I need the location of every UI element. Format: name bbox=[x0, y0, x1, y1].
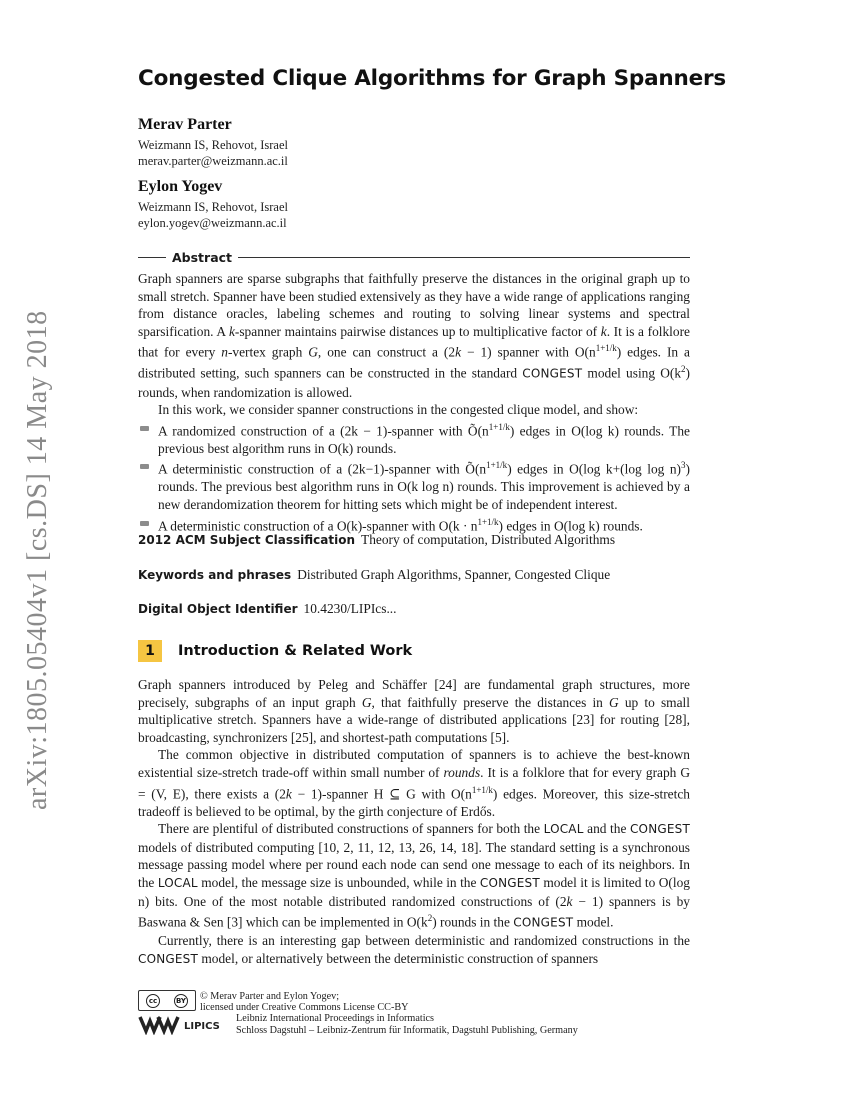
author-name: Eylon Yogev bbox=[138, 178, 223, 195]
author-email[interactable]: merav.parter@weizmann.ac.il bbox=[138, 154, 288, 168]
keywords bbox=[138, 567, 698, 583]
by-icon: BY bbox=[174, 994, 188, 1008]
section-title: Introduction & Related Work bbox=[178, 643, 413, 659]
acm-label: 2012 ACM Subject Classification bbox=[138, 533, 356, 547]
footer-text bbox=[200, 991, 740, 1036]
abstract-heading: Abstract bbox=[172, 249, 233, 265]
cc-icon: cc bbox=[146, 994, 160, 1008]
congest-term: CONGEST bbox=[513, 915, 574, 930]
acm-value: Theory of computation, Distributed Algorithms bbox=[361, 532, 616, 547]
cc-by-badge[interactable] bbox=[138, 990, 196, 1011]
result-list bbox=[138, 419, 690, 535]
bullet-icon bbox=[140, 521, 149, 526]
keywords-label: Keywords and phrases bbox=[138, 568, 292, 582]
arxiv-stamp bbox=[16, 290, 66, 810]
local-term: LOCAL bbox=[543, 822, 584, 837]
author-name: Merav Parter bbox=[138, 116, 232, 133]
author-2 bbox=[138, 178, 638, 231]
doi bbox=[138, 601, 698, 617]
keywords-value: Distributed Graph Algorithms, Spanner, Congested Clique bbox=[297, 567, 611, 582]
congest-term: CONGEST bbox=[522, 366, 583, 381]
list-item: A randomized construction of a (2k − 1)-spanner with $Õ(n^{1+1/k})$ edges in O(log k) rounds. The previous best algorithm runs in O(k) rounds. bbox=[138, 419, 690, 458]
bullet-icon bbox=[140, 464, 149, 469]
body-paragraph: Graph spanners introduced by Peleg and Schäffer [24] are fundamental graph structures, more precisely, subgraphs of an input graph G, that faithfully preserve the distances in G up to small multiplicative stretch. Spanners have a wide-range of distributed applications [23] for routing [28], broadcasting, synchronizers [25], and shortest-path computations [5]. bbox=[138, 677, 690, 745]
body-paragraph: The common objective in distributed computation of spanners is to achieve the best-known existential size-stretch trade-off within small number of rounds. It is a folklore that for every graph G = (V, E), there exists a (2k − 1)-spanner H ⊆ G with $O(n^{1+1/k})$ edges. Moreover, this size-stretch tradeoff is believed to be optimal, by the girth conjecture of Erdős. bbox=[138, 747, 690, 819]
paper-title: Congested Clique Algorithms for Graph Spanners bbox=[138, 66, 726, 91]
list-item: A deterministic construction of a (2k−1)-spanner with $Õ(n^{1+1/k})$ edges in O(log k+(log log n)$^3$) rounds. The previous best algorithm runs in O(k log n) rounds. This improvement is achieved by a new derandomization theorem for hitting sets which might be of independent interest. bbox=[138, 457, 690, 513]
section-heading bbox=[138, 639, 412, 663]
license-line: licensed under Creative Commons License CC-BY bbox=[200, 1002, 409, 1014]
abstract-paragraph: Graph spanners are sparse subgraphs that faithfully preserve the distances in the original graph up to small stretch. Spanner have been studied extensively as they have a wide range of applications ranging from distance oracles, labeling schemes and routing to solving linear systems and spectral sparsification. A k-spanner maintains pairwise distances up to multiplicative factor of k. It is a folklore that for every n-vertex graph G, one can construct a (2k − 1) spanner with $O(n^{1+1/k})$ edges. In a distributed setting, such spanners can be constructed in the standard CONGEST model using $O(k^2)$ rounds, when randomization is allowed. bbox=[138, 271, 690, 400]
doi-value[interactable]: 10.4230/LIPIcs... bbox=[303, 601, 397, 616]
local-term: LOCAL bbox=[157, 876, 198, 890]
author-1 bbox=[138, 116, 638, 169]
author-affiliation: Weizmann IS, Rehovot, Israel bbox=[138, 200, 288, 214]
list-item: A deterministic construction of a O(k)-spanner with $O(k \cdot n^{1+1/k})$ edges in O(log k) rounds. bbox=[138, 514, 690, 535]
abstract-heading-row bbox=[138, 249, 690, 265]
divider bbox=[138, 257, 166, 258]
publisher-line: Schloss Dagstuhl – Leibniz-Zentrum für Informatik, Dagstuhl Publishing, Germany bbox=[236, 1024, 578, 1036]
author-email[interactable]: eylon.yogev@weizmann.ac.il bbox=[138, 216, 287, 230]
author-affiliation: Weizmann IS, Rehovot, Israel bbox=[138, 138, 288, 152]
section-number-badge: 1 bbox=[138, 640, 162, 662]
bullet-icon bbox=[140, 426, 149, 431]
congest-term: CONGEST bbox=[629, 822, 690, 837]
abstract-body bbox=[138, 270, 690, 535]
arxiv-stamp-svg bbox=[16, 290, 66, 810]
section-body bbox=[138, 676, 690, 968]
doi-label: Digital Object Identifier bbox=[138, 602, 298, 616]
abstract-paragraph: In this work, we consider spanner constructions in the congested clique model, and show: bbox=[158, 402, 639, 418]
copyright-line: © Merav Parter and Eylon Yogev; bbox=[200, 991, 340, 1002]
license-footer bbox=[138, 990, 738, 1038]
arxiv-stamp-text: arXiv:1805.05404v1 [cs.DS] 14 May 2018 bbox=[22, 310, 53, 810]
body-paragraph: There are plentiful of distributed constructions of spanners for both the LOCAL and the CONGEST models of distributed computing [10, 2, 11, 12, 13, 26, 14, 18]. The standard setting is a synchronous message passing model where per round each node can send one message to each of its neighbors. In the LOCAL model, the message size is unbounded, while in the CONGEST model it is limited to O(log n) bits. One of the most notable distributed randomized constructions of (2k − 1) spanners is by Baswana & Sen [3] which can be implemented in $O(k^2)$ rounds in the CONGEST model. bbox=[138, 821, 691, 930]
proceedings-line: Leibniz International Proceedings in Informatics bbox=[236, 1013, 435, 1025]
body-paragraph: Currently, there is an interesting gap between deterministic and randomized constructions in the CONGEST model, or alternatively between the deterministic construction of spanners bbox=[138, 933, 690, 966]
divider bbox=[238, 257, 690, 258]
congest-term: CONGEST bbox=[479, 876, 540, 890]
congest-term: CONGEST bbox=[138, 951, 199, 966]
lipics-wordmark: LIPICS bbox=[184, 1021, 220, 1032]
acm-classification bbox=[138, 532, 698, 548]
